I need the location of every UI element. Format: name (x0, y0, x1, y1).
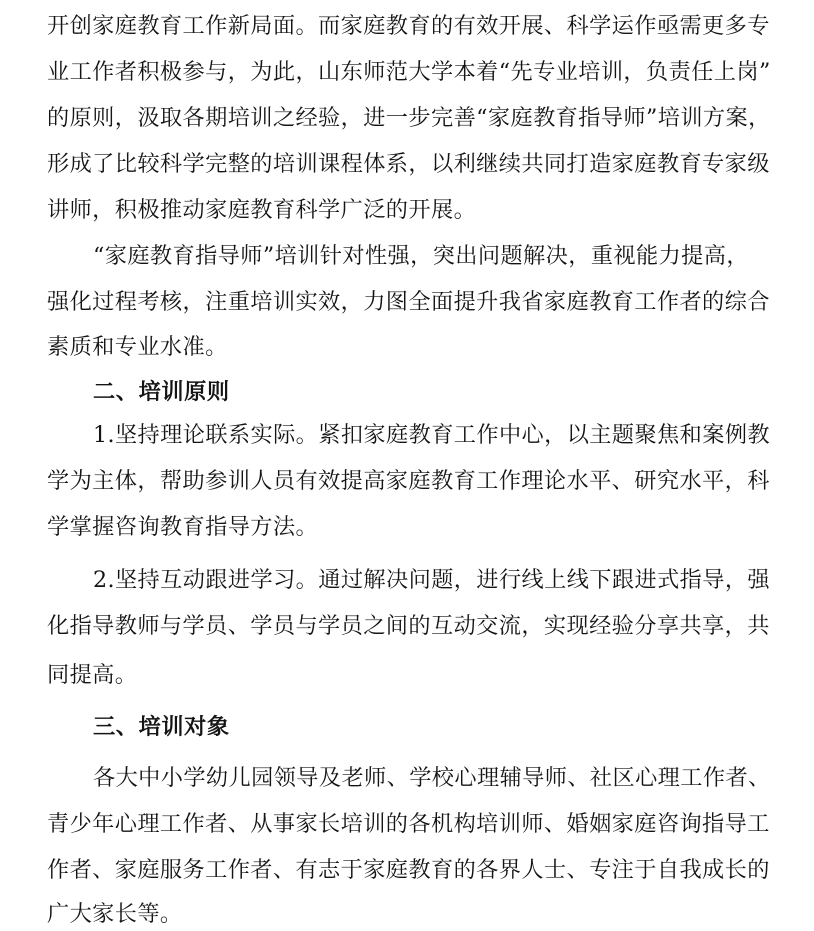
text-line: 各大中小学幼儿园领导及老师、学校心理辅导师、社区心理工作者、 (93, 765, 771, 791)
text-line: 作者、家庭服务工作者、有志于家庭教育的各界人士、专注于自我成长的 (47, 857, 770, 883)
text-line: 素质和专业水准。 (47, 334, 228, 360)
text-line: 讲师，积极推动家庭教育科学广泛的开展。 (47, 197, 477, 223)
section-heading-training-principles: 二、培训原则 (93, 379, 230, 405)
text-line: 1.坚持理论联系实际。紧扣家庭教育工作中心，以主题聚焦和案例教 (93, 422, 771, 448)
text-line: 2.坚持互动跟进学习。通过解决问题，进行线上线下跟进式指导，强 (93, 567, 771, 593)
text-line: 同提高。 (47, 662, 138, 688)
text-line: 开创家庭教育工作新局面。而家庭教育的有效开展、科学运作亟需更多专 (47, 13, 770, 39)
text-line: 广大家长等。 (47, 901, 183, 927)
text-line: 形成了比较科学完整的培训课程体系，以利继续共同打造家庭教育专家级 (47, 151, 770, 177)
text-line: 青少年心理工作者、从事家长培训的各机构培训师、婚姻家庭咨询指导工 (47, 811, 770, 837)
text-line: “家庭教育指导师”培训针对性强，突出问题解决，重视能力提高， (93, 243, 749, 269)
text-line: 学掌握咨询教育指导方法。 (47, 514, 319, 540)
text-line: 的原则，汲取各期培训之经验，进一步完善“家庭教育指导师”培训方案， (47, 105, 771, 131)
text-line: 学为主体，帮助参训人员有效提高家庭教育工作理论水平、研究水平，科 (47, 468, 770, 494)
text-line: 强化过程考核，注重培训实效，力图全面提升我省家庭教育工作者的综合 (47, 289, 770, 315)
text-line: 业工作者积极参与，为此，山东师范大学本着“先专业培训，负责任上岗” (47, 59, 771, 85)
section-heading-training-targets: 三、培训对象 (93, 714, 230, 740)
text-line: 化指导教师与学员、学员与学员之间的互动交流，实现经验分享共享，共 (47, 613, 770, 639)
